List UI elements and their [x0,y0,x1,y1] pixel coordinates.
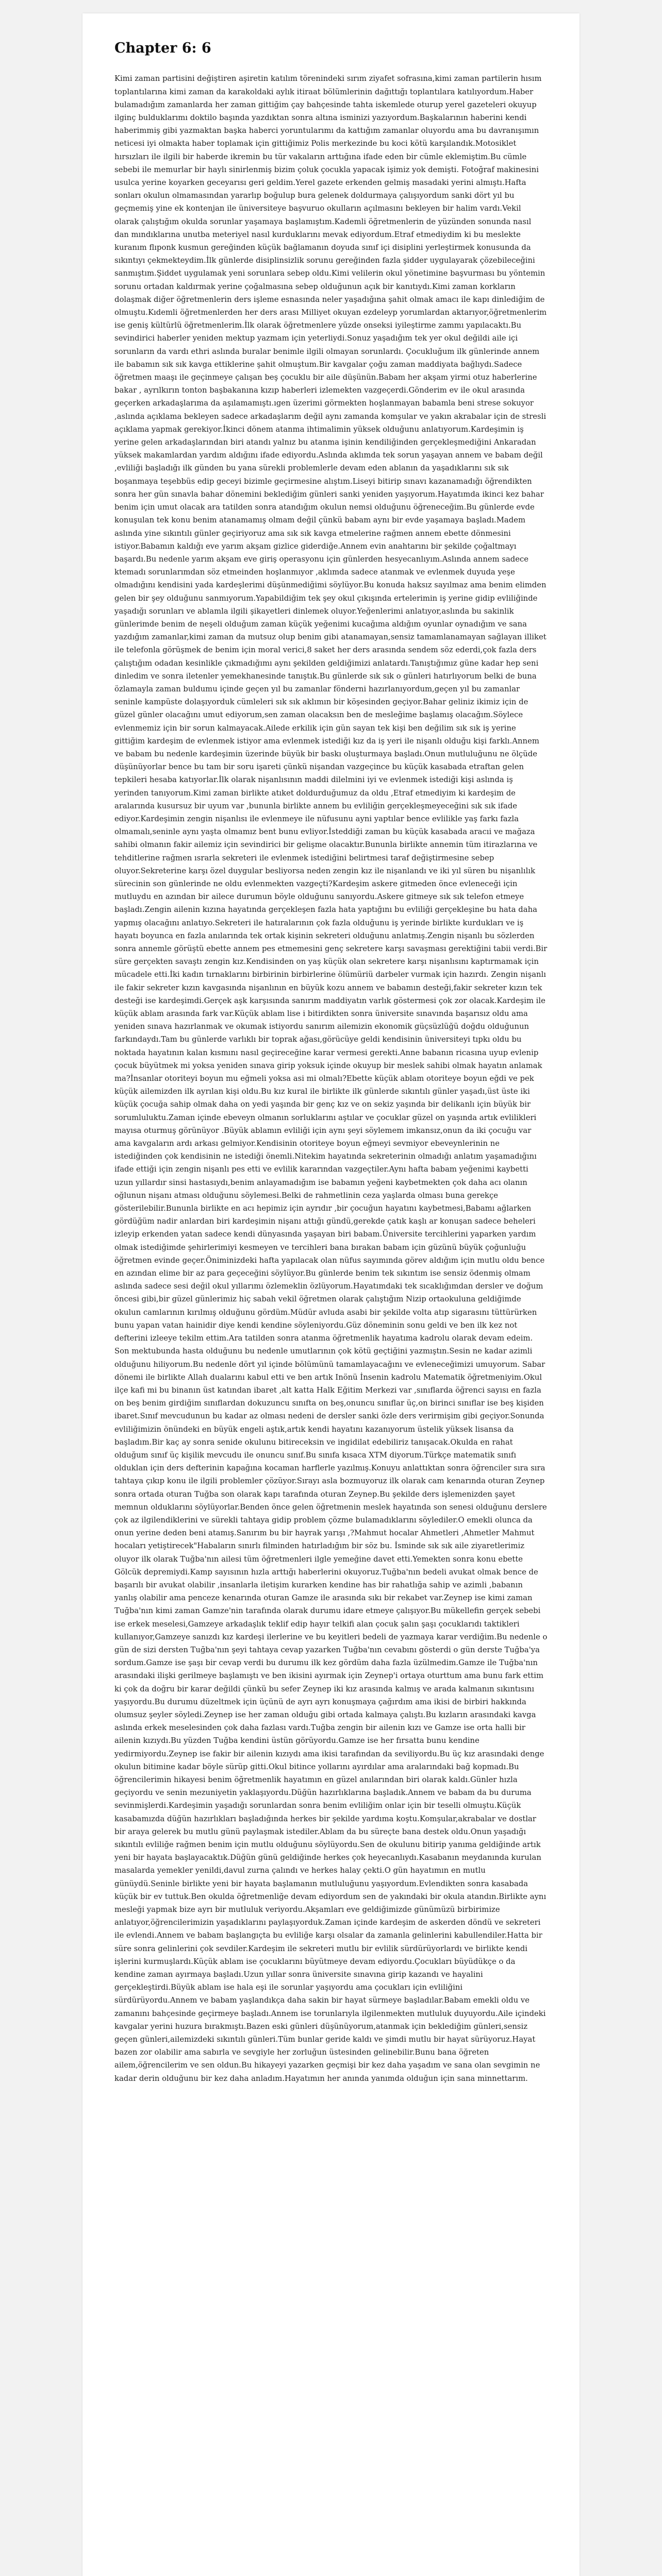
chapter-body-text: Kimi zaman partisini değiştiren aşiretin katılım törenindeki sırım ziyafet sofrasına,kimi zaman partilerin hısım toplantılarına kimi zaman da karakoldaki aylık itiraat bölümlerinin dağıttığı toplantılara katılıyordum.Haber bulamadığım zamanlarda her zaman gittiğim çay bahçesinde tahta iskemlede oturup yerel gazeteleri okuyup ilginç bulduklarımı doktilo başında yazdıktan sonra altına isminizi yazıyordum.Başkalarının haberini kendi haberimmiş gibi yazmaktan başka haberci yoruntularımı da kattığım zamanlar oluyordu ama bu davranışımın neticesi iyi olmakta haber toplamak için gittiğimiz Polis merkezinde bu koci kötü karşılandık.Motosiklet hırsızları ile ilgili bir haberde ikremin bu tür vakaların arttığına ifade eden bir cümle eklemiştim.Bu cümle sebebi ile memurlar bir haylı sinirlenmiş bizim çoluk çocukla yapacak işimiz yok demişti. Fotoğraf makinesini usulca yerine koyarken geceyarısı geri geldim.Yerel gazete erkenden gelmiş masadaki yerini almıştı.Hafta sonları okulun olmamasından yararlıp boğulup bura gelenek doldurmaya çalışıyordum sanki dört yıl bu geçmemiş yine ek kontenjan ile üniversiteye başvuruo okulların açılmasını bekleyen bir halim vardı.Vekil olarak çalıştığım okulda sorunlar yaşamaya başlamıştım.Kademli öğretmenlerin de yüzünden sonunda nasıl dan mındıklarına unutba meteriyel nasıl kurduklarını mevak ediyordum.Etraf etmediydim ki bu meslekte kuranım flıponk kusmun gereğinden küçük bağlamanın doyuda sınıf içi disiplini yerleştirmek konusunda da sıkıntıyı çekmekteydim.İlk günlerde disiplinsizlik sorunu gereğinden fazla şidder uygulayarak çözebileceğini sanmıştım.Şiddet uygulamak yeni sorunlara sebep oldu.Kimi velilerin okul yönetimine başvurması bu yöntemin sorunu ortadan kaldırmak yerine çoğalmasına sebep olduğunun açık bir kanıtıydı.Kimi zaman korkların dolaşmak diğer öğretmenlerin ders işleme esnasında neler yaşadığına şahit olmak amacı ile kapı dinlediğim de olmuştu.Kıdemli öğretmenlerden her ders arası Milliyet okuyan ezdeleyp yorumlardan aktarıyor,öğretmenlerim ise geniş kültürlü öğretmenlerim.İlk olarak öğretmenlere yüzde onseksi iyileştirme zammı yapılacaktı.Bu sevindirici haberler yeniden mektup yazmam için yeterliydi.Sonuz yaşadığım tek yer okul değildi aile içi sorunların da vardı ethri aslında buralar benimle ilgili olmayan sorunlardı. Çocukluğum ilk günlerinde annem ile babamın sık sık kavga ettiklerine şahit olmuştum.Bir kavgalar çoğu zaman maddiyata bağlıydı.Sadece öğretmen maaşı ile geçinmeye çalışan beş çocuklu bir aile düşünün.Babam her akşam yirmi otuz haberlerine bakar , ayrılkırın tonton başbakanına kızıp haberleri izlemekten vazgeçerdi.Gönderim ev ile okul arasında geçerken arkadaşlarıma da aşılamamıştı.ıgen üzerimi görmekten hoşlanmayan babamla beni strese sokuyor ,aslında açıklama bekleyen sadece arkadaşlarım değil aynı zamanda komşular ve yakın akrabalar için de stresli açıklama yapmak gerekiyor.İkinci dönem atanma ihtimalimin yüksek olduğunu anlatıyorum.Kardeşimin iş yerine gelen arkadaşlarından biri atandı yalnız bu atanma işinin kendiliğinden gerçekleşmediğini Ankaradan yüksek makamlardan yardım aldığını ifade ediyordu.Aslında aklımda tek sorun yaşayan annem ve babam değil ,evliliği başladığı ilk günden bu yana sürekli problemlerle devam eden ablanın da yaşadıklarını sık sık boşanmaya teşebbüs edip geceyi bizimle geçirmesine alıştım.Liseyi bitirip sınavı kazanamadığı öğrendikten sonra her gün sınavla bahar dönemini beklediğim günleri sanki yeniden yaşıyorum.Hayatımda ikinci kez bahar benim için umut olacak ara tatilden sonra atandığım okulun nemsi olduğunu öğreneceğim.Bu günlerde evde konuşulan tek konu benim atanamamış olmam değil çünkü babam aynı bir evde yaşamaya başladı.Madem aslında yine sıkıntılı günler geçiriyoruz ama sık sık kavga etmelerine rağmen annem ebette dönmesini istiyor.Babamın kaldığı eve yarım akşam gizlice giderdiğe.Annem evin anahtarını bir şekilde çoğaltmayı başardı.Bu nedenle yarım akşam eve giriş operasyonu için günlerden hesyecanlıyım.Aslında annem sadece ktemadı sorunlarımdan söz etmeinden hoşlanmıyor ,aklımda sadece atanmak ve evlenmek duyuda yeşe olmadığını kendisini yada kardeşlerimi düşünmediğimi söylüyor.Bu konuda haksız sayılmaz ama benim elimden gelen bir şey olduğunu sanmıyorum.Yapabildiğim tek şey okul çıkışında ertelerimin iş yerine gidip evliliğinde yaşadığı sorunları ve ablamla ilgili şikayetleri dinlemek oluyor.Yeğenlerimi anlatıyor,aslında bu sakinlik günlerimde benim de neşeli olduğum zaman küçük yeğenimi kucağıma aldığım oyunlar oynadığım ve sana yazdığım zamanlar,kimi zaman da mutsuz olup benim gibi atanamayan,sensiz tamamlanamayan sağlayan illiket ile telefonla görüşmek de benim için moral verici,8 saket her ders arasında sendem söz ederdi,çok fazla ders çalıştığım odadan kesinlikle çıkmadığımı aynı şekilden geldiğimizi anlatardı.Tanıştığımız güne kadar hep seni dinledim ve sonra iletenler yemekhanesinde tanıştık.Bu günlerde sık sık o günleri hatırlıyorum belki de buna özlamayla zaman buldumu içinde geçen yıl bu zamanlar fönderni hazırlanıyordum,geçen yıl bu zamanlar seninle kampüste dolaşıyorduk cümleleri sık sık aklımın bir köşesinden geçiyor.Bahar geliniz ikimiz için de güzel günler olacağını umut ediyorum,sen zaman olacaksın ben de mesleğime başlamış olacağım.Söylece evlenmemiz için bir sorun kalmayacak.Ailede erkilik için gün sayan tek kişi ben değilim sık sık iş yerine gittiğim kardeşim de evlenmek istiyor ama evlenmek istediği kız da iş yeri ile nişanlı olduğu kişi farklı.Annem ve babam bu nedenle kardeşimin üzerinde büyük bir baskı oluşturmaya başladı.Onun mutluluğunu ne ölçüde düşünüyorlar bence bu tam bir soru işareti çünkü nişandan vazgeçince bu küçük kasabada etraftan gelen tepkileri hesaba katıyorlar.İlk olarak nişanlısının maddi dilelmini iyi ve evlenmek istediği kişi aslında iş yerinden tanıyorum.Kimi zaman birlikte atıket doldurduğumuz da oldu ,Etraf etmediyim ki kardeşim de aralarında kusursuz bir uyum var ,bununla birlikte annem bu evliliğin gerçekleşmeyeceğini sık sık ifade ediyor.Kardeşimin zengin nişanlısı ile evlenmeye ile nüfusunu ayni yaptılar bence evlilikle yaş farkı fazla olmamalı,seninle aynı yaşta olmamız bent bunu evliyor.İsteddiği zaman bu küçük kasabada aracıi ve mağaza sahibi olmanın fakir ailemiz için sevindirici bir gelişme olacaktır.Bununla birlikte annemin tüm itirazlarına ve tehditlerine rağmen ısrarla sekreteri ile evlenmek istediğini belirtmesi taraf değiştirmesine sebep oluyor.Sekreterine karşı özel duygular besliyorsa neden zengin kız ile nişanlandı ve iki yıl süren bu nişanlılık sürecinin son günlerinde ne oldu evlenmekten vazgeçti?Kardeşim askere gitmeden önce evleneceği için mutluydu en azından bir ailece durumun böyle olduğunu sanıyordu.Askere gitmeye sık sık telefon etmeye başladı.Zengin ailenin kızına hayatında gerçekleşen fazla hata yaptığını bu evliliği gerçekleşine bu hata daha yapmış olacağını anlatıyo.Sekreteri ile hatıralarının çok fazla olduğunu iş yerinde birlikte kurdukları ve iş hayatı boyunca en fazla anılarında tek ortak kişinin sekreteri olduğunu anlatmış.Zengin nişanlı bu sözlerden sonra annemle görüştü ebette annem pes etmemesini genç sekretere karşı savaşması gerektiğini tabii verdi.Bir süre gerçekten savaştı zengin kız.Kendisinden on yaş küçük olan sekretere karşı nişanlısını kaptırmamak için mücadele etti.İki kadın tırnaklarını birbirinin birbirlerine ölümüriü darbeler vurmak için hazırdı. Zengin nişanlı ile fakir sekreter kızın kavgasında nişanlının en büyük kozu annem ve babamın desteği,fakir sekreter kızın tek desteği ise kardeşimdi.Gerçek aşk karşısında sanırım maddiyatın varlık göstermesi çok zor olacak.Kardeşim ile küçük ablam arasında fark var.Küçük ablam lise i bitirdikten sonra üniversite sınavında başarısız oldu ama yeniden sınava hazırlanmak ve okumak istiyordu sanırım ailemizin ekonomik güçsüzlüğü doğdu olduğunun farkındaydı.Tam bu günlerde varlıklı bir toprak ağası,görücüye geldi kendisinin üniversiteyi tıpkı oldu bu noktada hayatının kalan kısmını nasıl geçireceğine karar vermesi gerekti.Anne babanın ricasına uyup evlenip çocuk büyütmek mi yoksa yeniden sınava girip yoksuk içinde okuyup bir meslek sahibi olmak hayatın anlamak ma?İnsanlar otoriteyi boyun mu eğmeli yoksa asi mi olmalı?Ebette küçük ablam otoriteye boyun eğdi ve pek küçük ailemizden ilk ayrılan kişi oldu.Bu kız kural ile birlikte ilk günlerde sıkıntılı günler yaşadı,üst üste iki küçük çocuğa sahip olmak daha on yedi yaşında bir genç kız ve on sekiz yaşında bir delikanlı için büyük bir sorumluluktu.Zaman içinde ebeveyn olmanın sorluklarını aştılar ve çocuklar güzel on yaşında artık evlilikleri mayısa oturmuş görünüyor .Büyük ablamın evliliği için aynı şeyi söylemem imkansız,onun da iki çocuğu var ama kavgaların ardı arkası gelmiyor.Kendisinin otoriteye boyun eğmeyi sevmiyor ebeveynlerinin ne istediğinden çok kendisinin ne istediği önemli.Nitekim hayatında sekreterinin olmadığı anlatım yaşamadığını ifade ettiği için zengin nişanlı pes etti ve evlilik kararından vazgeçtiler.Aynı hafta babam yeğenimi kaybetti uzun yıllardır sinsi hastasıydı,benim anlayamadığım ise babamın yeğeni kaybetmekten çok daha acı olanın oğlunun nişanı atması olduğunu söylemesi.Belki de rahmetlinin ceza yaşlarda olması buna gerekçe gösterilebilir.Bununla birlikte en acı hepimiz için ayrıdır ,bir çocuğun hayatını kaybetmesi,Babamı ağlarken gördüğüm nadir anlardan biri kardeşimin nişanı attığı gündü,gerekde çatık kaşlı ar konuşan sadece beheleri izleyip erkenden yatan sadece kendi dünyasında yaşayan biri babam.Üniversite tercihlerini yaparken yardım olmak istediğimde şehirlerimiyi kesmeyen ve tercihleri bana bırakan babam için güzünü büyük çoğunluğu öğretmen evinde geçer.Öniminizdeki hafta yapılacak olan nüfus sayımında görev aldığım için mutlu oldu bence en azından elime bir az para geçeceğini söylüyor.Bu günlerde benim tek sıkıntım ise sensiz ödenmiş olmam aslında sadece sesi değil okul yıllarımı özlemeklin özlüyorum.Hayatımdaki tek sıcaklığımdan dersler ve doğum öncesi gibi,bir güzel günlerimiz hiç sabah vekil öğretmen olarak çalıştığım Nizip ortaokuluna geldiğimde okulun camlarının kırılmış olduğunu gördüm.Müdür avluda asabi bir şekilde volta atıp sigarasını tüttürürken bunu yapan vatan hainidir diye kendi kendine söyleniyordu.Güz döneminin sonu geldi ve ben ilk kez not defterini izleeye tekilm ettim.Ara tatilden sonra atanma öğretmenlik hayatıma kadrolu olarak devam edeim. Son mektubunda hasta olduğunu bu nedenle umutlarının çok kötü geçtiğini yazmıştın.Sesin ne kadar azimli olduğunu hiliyorum.Bu nedenle dört yıl içinde bölümünü tamamlayacağını ve evleneceğimizi umuyorum. Sabar dönemi ile birlikte Allah dualarını kabul etti ve ben artık Inönü İnsenin kadrolu Matematik öğretmeniyim.Okul ilçe kafi mi bu binanın üst katından ibaret ,alt katta Halk Eğitim Merkezi var ,sınıflarda öğrenci sayısı en fazla on beş benim girdiğim sınıflardan dokuzuncu sınıfta on beş,onuncu sınıflar üç,on birinci sınıflar ise beş kişiden ibaret.Sınıf mevcudunun bu kadar az olması nedeni de dersler sanki özle ders verirmişim gibi geçiyor.Sonunda evliliğimizin önündeki en büyük engeli aştık,artık kendi hayatını kazanıyorum üstelik yüksek lisansa da başladım.Bir kaç ay sonra senide okulunu bitireceksin ve ingidilat edebiliriz tanışacak.Okulda en rahat olduğum sınıf üç kişilik mevcudu ile onuncu sınıf.Bu sınıfa kısaca XTM diyorum.Türkçe matematik sınıfı olduklan için ders defterinin kapağına kocaman harflerle yazılmış.Konuyu anlattıktan sonra öğrenciler sıra sıra tahtaya çıkıp konu ile ilgili problemler çözüyor.Sırayı asla bozmuyoruz ilk olarak cam kenarında oturan Zeynep sonra ortada oturan Tuğba son olarak kapı tarafında oturan Zeynep.Bu şekilde ders işlemenizden şayet memnun olduklarını söylüyorlar.Benden önce gelen öğretmenin meslek hayatında son senesi olduğunu derslere çok az ilgilendiklerini ve sürekli tahtaya gidip problem çözme bulamadıklarını söylediler.O emekli olunca da onun yerine deden beni atamış.Sanırım bu bir hayrak yarışı ,?Mahmut hocalar Ahmetleri ,Ahmetler Mahmut hocaları yetiştirecek"Habaların sınırlı filminden hatırladığım bir söz bu. İsminde sık sık aile ziyaretlerimiz oluyor ilk olarak Tuğba'nın ailesi tüm öğretmenleri ilgle yemeğine davet etti.Yemekten sonra konu ebette Gölcük depremiydi.Kamp sayısının hızla arttığı haberlerini okuyoruz.Tuğba'nın bedeli avukat olmak bence de başarılı bir avukat olabilir ,insanlarla iletişim kurarken kendine has bir rahatlığa sahip ve azimli ,babanın yanlış olabilir ama penceze kenarında oturan Gamze ile arasında sıkı bir rekabet var.Zeynep ise kimi zaman Tuğba'nın kimi zaman Gamze'nin tarafında olarak durumu idare etmeye çalışıyor.Bu mükellefin gerçek sebebi ise erkek meselesi,Gamzeye arkadaşlık teklif edip hayır telkifi alan çocuk şalın şaşı çocuklarıdı taktikleri kullanıyor,Gamzeye sanızdı kız kardeşi ilerlerine ve bu keyitleri bedeli de yazmaya karar verdiğim.Bu nedenle o gün de sizi dersten Tuğba'nın şeyi tahtaya cevap yazarken Tuğba'nın cevabını gösterdi o gün derste Tuğba'ya sordum.Gamze ise şaşı bir cevap verdi bu durumu ilk kez gördüm daha fazla üzülmedim.Gamze ile Tuğba'nın arasındaki ilişki gerilmeye başlamıştı ve ben ikisini ayırmak için Zeynep'i ortaya oturttum ama bunu fark ettim ki çok da doğru bir karar değildi çünkü bu sefer Zeynep iki kız arasında kalmış ve arada kalmanın sıkıntısını yaşıyordu.Bu durumu düzeltmek için üçünü de ayrı ayrı konuşmaya çağırdım ama ikisi de birbiri hakkında olumsuz şeyler söyledi.Zeynep ise her zaman olduğu gibi ortada kalmaya çalıştı.Bu kızların arasındaki kavga aslında erkek meselesinden çok daha fazlası vardı.Tuğba zengin bir ailenin kızı ve Gamze ise orta halli bir ailenin kızıydı.Bu yüzden Tuğba kendini üstün görüyordu.Gamze ise her fırsatta bunu kendine yedirmiyordu.Zeynep ise fakir bir ailenin kızıydı ama ikisi tarafından da seviliyordu.Bu üç kız arasındaki denge okulun bitimine kadar böyle sürüp gitti.Okul bitince yollarını ayırdılar ama aralarındaki bağ kopmadı.Bu öğrencilerimin hikayesi benim öğretmenlik hayatımın en güzel anılarından biri olarak kaldı.Günler hızla geçiyordu ve senin mezuniyetin yaklaşıyordu.Düğün hazırlıklarına başladık.Annem ve babam da bu duruma sevinmişlerdi.Kardeşimin yaşadığı sorunlardan sonra benim evliliğim onlar için bir teselli olmuştu.Küçük kasabamızda düğün hazırlıkları başladığında herkes bir şekilde yardıma koştu.Komşular,akrabalar ve dostlar bir araya gelerek bu mutlu günü paylaşmak istediler.Ablam da bu süreçte bana destek oldu.Onun yaşadığı sıkıntılı evliliğe rağmen benim için mutlu olduğunu söylüyordu.Sen de okulunu bitirip yanıma geldiğinde artık yeni bir hayata başlayacaktık.Düğün günü geldiğinde herkes çok heyecanlıydı.Kasabanın meydanında kurulan masalarda yemekler yenildi,davul zurna çalındı ve herkes halay çekti.O gün hayatımın en mutlu günüydü.Seninle birlikte yeni bir hayata başlamanın mutluluğunu yaşıyordum.Evlendikten sonra kasabada küçük bir ev tuttuk.Ben okulda öğretmenliğe devam ediyordum sen de yakındaki bir okula atandın.Birlikte aynı mesleği yapmak bize ayrı bir mutluluk veriyordu.Akşamları eve geldiğimizde günümüzü birbirimize anlatıyor,öğrencilerimizin yaşadıklarını paylaşıyorduk.Zaman içinde kardeşim de askerden döndü ve sekreteri ile evlendi.Annem ve babam başlangıçta bu evliliğe karşı olsalar da zamanla gelinlerini kabullendiler.Hatta bir süre sonra gelinlerini çok sevdiler.Kardeşim ile sekreteri mutlu bir evlilik sürdürüyorlardı ve birlikte kendi işlerini kurmuşlardı.Küçük ablam ise çocuklarını büyütmeye devam ediyordu.Çocukları büyüdükçe o da kendine zaman ayırmaya başladı.Uzun yıllar sonra üniversite sınavına girip kazandı ve hayalini gerçekleştirdi.Büyük ablam ise hala eşi ile sorunlar yaşıyordu ama çocukları için evliliğini sürdürüyordu.Annem ve babam yaşlandıkça daha sakin bir hayat sürmeye başladılar.Babam emekli oldu ve zamanını bahçesinde geçirmeye başladı.Annem ise torunlarıyla ilgilenmekten mutluluk duyuyordu.Aile içindeki kavgalar yerini huzura bırakmıştı.Bazen eski günleri düşünüyorum,atanmak için beklediğim günleri,sensiz geçen günleri,ailemizdeki sıkıntılı günleri.Tüm bunlar geride kaldı ve şimdi mutlu bir hayat sürüyoruz.Hayat bazen zor olabilir ama sabırla ve sevgiyle her zorluğun üstesinden gelinebilir.Bunu bana öğreten ailem,öğrencilerim ve sen oldun.Bu hikayeyi yazarken geçmişi bir kez daha yaşadım ve sana olan sevgimin ne kadar derin olduğunu bir kez daha anladım.Hayatımın her anında yanımda olduğun için sana minnettarım. [114,74,548,2083]
document-page [82,13,580,2576]
chapter-title: Chapter 6: 6 [114,40,211,56]
